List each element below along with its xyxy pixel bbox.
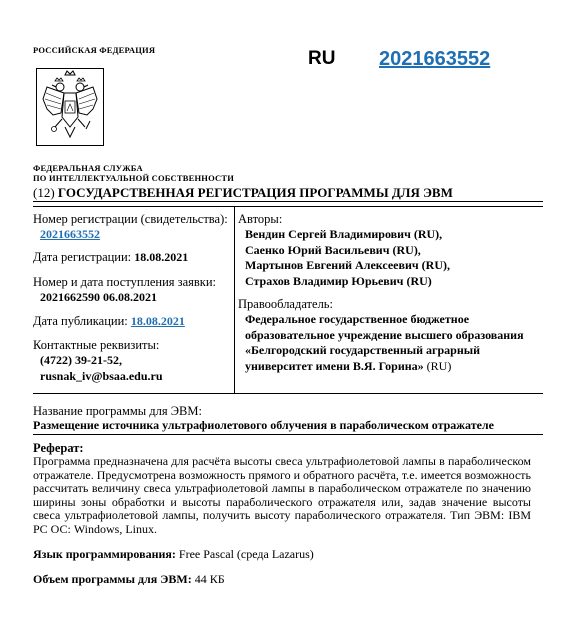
country-code: RU: [308, 48, 336, 69]
holder-line: университет имени В.Я. Горина»: [245, 358, 424, 373]
abstract-label: Реферат:: [33, 441, 84, 455]
publication-date-link[interactable]: 18.08.2021: [130, 314, 185, 328]
contacts-label: Контактные реквизиты:: [33, 338, 160, 352]
application-label: Номер и дата поступления заявки:: [33, 275, 217, 289]
agency-name: [33, 163, 234, 183]
holder-line-last: [245, 359, 524, 375]
language-row: [33, 548, 314, 562]
reg-date-value: 18.08.2021: [134, 250, 189, 264]
holder-country: (RU): [426, 358, 452, 373]
authors-label: Авторы:: [238, 212, 283, 226]
author-item: Вендин Сергей Владимирович (RU),: [245, 227, 443, 241]
divider-middle: [33, 393, 543, 394]
contacts-email: rusnak_iv@bsaa.edu.ru: [40, 369, 163, 383]
program-name-label: Название программы для ЭВМ:: [33, 404, 202, 418]
authors-list: [245, 227, 450, 289]
holder-label: Правообладатель:: [238, 297, 333, 311]
emblem-frame: [36, 68, 104, 146]
document-title: [33, 185, 453, 201]
divider-top: [33, 201, 543, 202]
size-label: Объем программы для ЭВМ:: [33, 572, 192, 586]
reg-date-row: [33, 250, 188, 265]
reg-date-label: Дата регистрации:: [33, 250, 132, 264]
reg-cert-label: Номер регистрации (свидетельства):: [33, 212, 228, 226]
document-code: (12): [33, 185, 55, 200]
column-divider: [234, 207, 235, 393]
holder-line: «Белгородский государственный аграрный: [245, 343, 481, 357]
divider-top-2: [33, 206, 543, 207]
holder-name: [245, 312, 524, 374]
agency-line-1: ФЕДЕРАЛЬНАЯ СЛУЖБА: [33, 163, 143, 173]
holder-line: образовательное учреждение высшего образования: [245, 327, 524, 342]
publication-row: [33, 314, 185, 329]
abstract-text: Программа предназначена для расчёта высоты свеса ультрафиолетовой лампы в параболическом отражателе. Предусмотрена возможность прямого и обратного расчёта, т.е. имеется возможность рассчитать величину свеса ультрафиолетовой лампы в параболическом отражателе по значению ширины зоны обработки и высоты параболического отражателя или, задав значение высоты свеса ультрафиолетовой лампы, получить высоту параболического отражателя. Тип ЭВМ: IBM PC ОС: Windows, Linux.: [33, 454, 531, 536]
registration-number-link[interactable]: 2021663552: [379, 48, 491, 70]
program-name-value: Размещение источника ультрафиолетового облучения в параболическом отражателе: [33, 418, 494, 432]
language-value: Free Pascal (среда Lazarus): [178, 547, 314, 561]
document-title-text: ГОСУДАРСТВЕННАЯ РЕГИСТРАЦИЯ ПРОГРАММЫ ДЛЯ ЭВМ: [57, 185, 453, 200]
author-item: Страхов Владимир Юрьевич (RU): [245, 273, 432, 288]
agency-line-2: ПО ИНТЕЛЛЕКТУАЛЬНОЙ СОБСТВЕННОСТИ: [33, 173, 235, 183]
country-name: РОССИЙСКАЯ ФЕДЕРАЦИЯ: [33, 45, 156, 55]
author-item: Мартынов Евгений Алексеевич (RU),: [245, 258, 450, 272]
application-value: 2021662590 06.08.2021: [40, 290, 157, 304]
russian-coat-of-arms-icon: [37, 69, 103, 145]
holder-line: Федеральное государственное бюджетное: [245, 312, 470, 326]
size-value: 44 КБ: [194, 572, 225, 586]
divider-after-name: [33, 434, 543, 435]
publication-label: Дата публикации:: [33, 314, 128, 328]
size-row: [33, 573, 225, 587]
author-item: Саенко Юрий Васильевич (RU),: [245, 242, 421, 257]
language-label: Язык программирования:: [33, 547, 176, 561]
reg-cert-link[interactable]: 2021663552: [40, 227, 100, 241]
contacts-phone: (4722) 39-21-52,: [40, 353, 122, 367]
